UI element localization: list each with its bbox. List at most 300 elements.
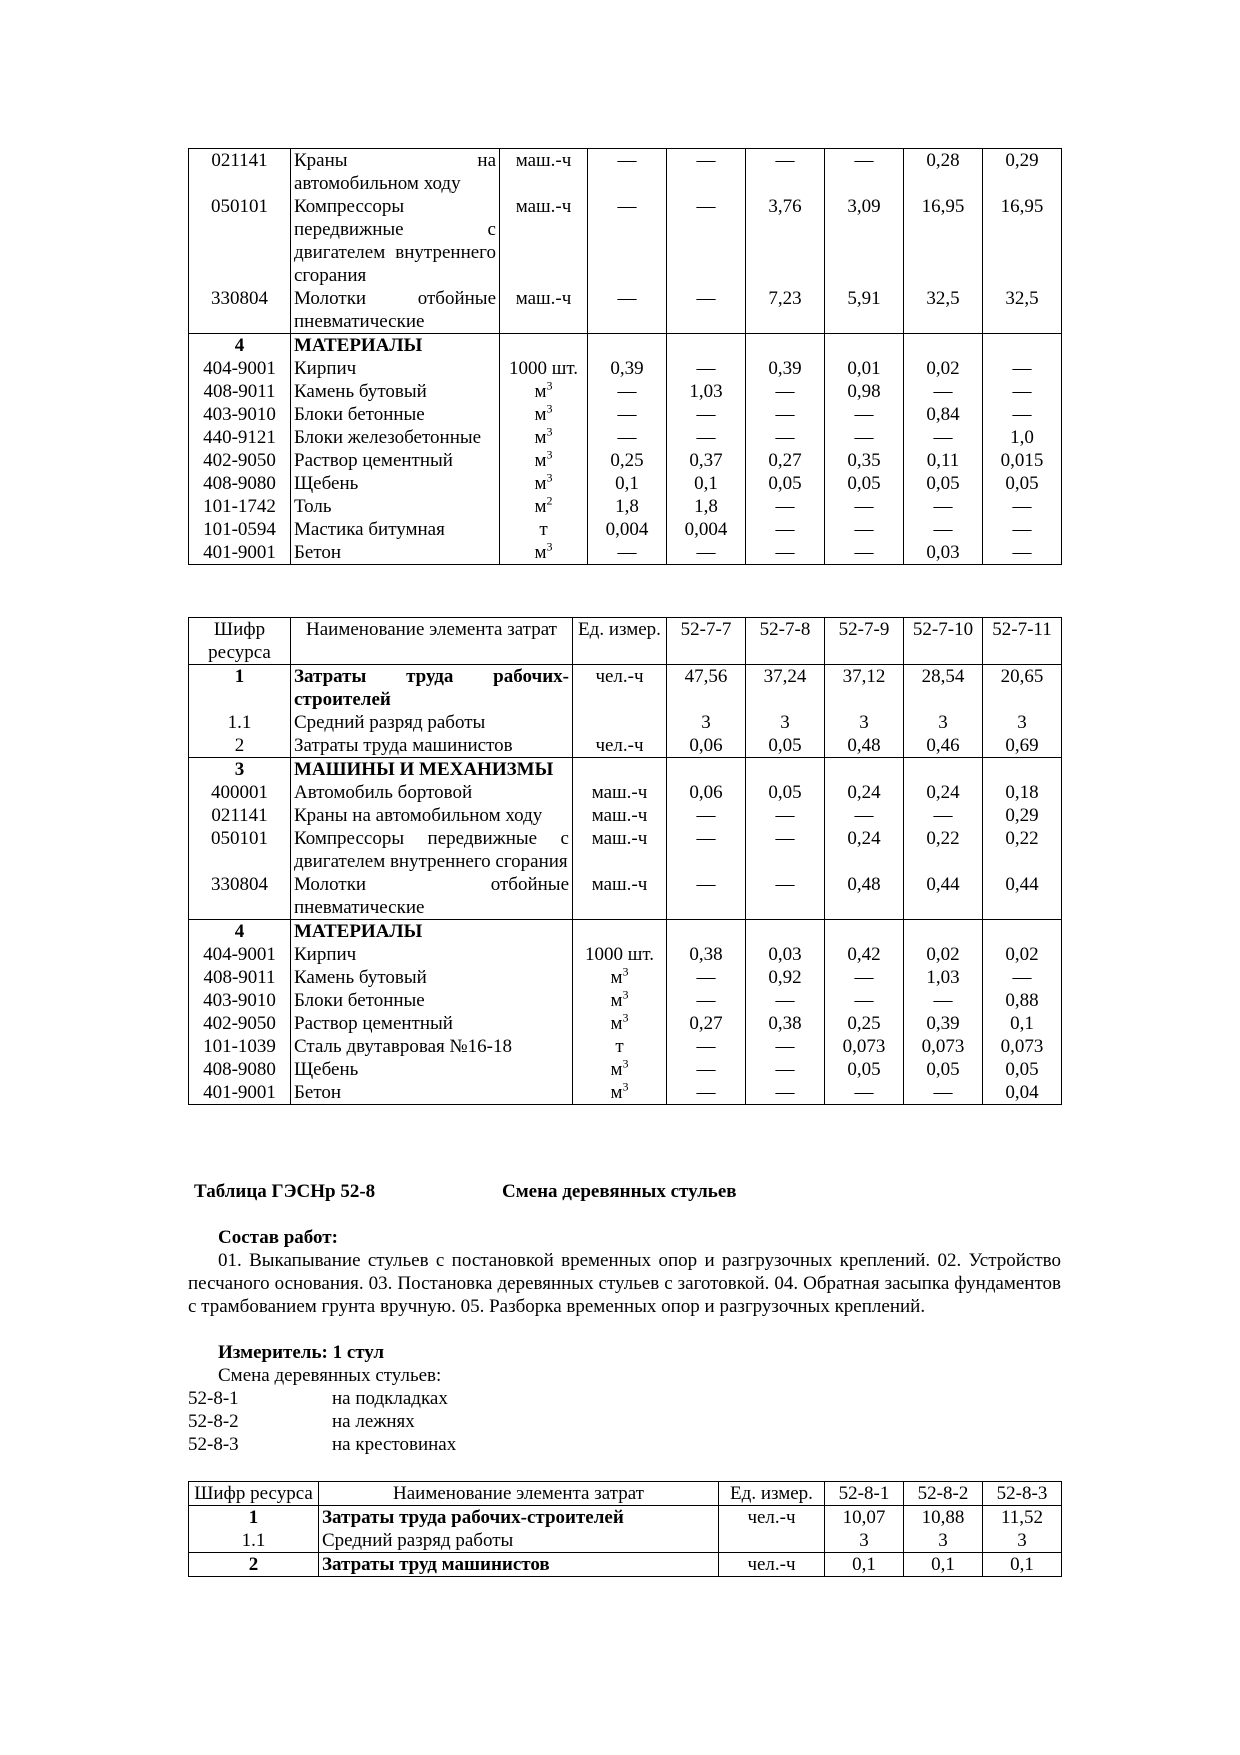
cell-value: 0,46 [904, 734, 983, 758]
cell-value: 3 [983, 711, 1062, 734]
cell-name: Затраты труда машинистов [291, 734, 573, 758]
cell-value [825, 758, 904, 782]
unit-text: чел.-ч [595, 735, 644, 756]
cell-value: — [667, 804, 746, 827]
table-row [189, 943, 1062, 966]
item-code: 52-8-3 [188, 1434, 239, 1455]
unit-text: м [534, 404, 547, 425]
unit-superscript: 3 [622, 1010, 629, 1025]
cell-value: — [904, 518, 983, 541]
cell-value: — [588, 149, 667, 196]
cell-value: — [825, 518, 904, 541]
cell-value: 0,39 [588, 357, 667, 380]
unit-text: 1000 шт. [508, 358, 578, 379]
header-col: 52-8-1 [825, 1482, 904, 1506]
cell-unit [500, 518, 588, 541]
cell-unit [500, 541, 588, 565]
cell-value: 0,22 [904, 827, 983, 873]
header-code: Шифр ресурса [189, 1482, 319, 1506]
list-item [188, 1433, 1061, 1456]
cell-name: Бетон [291, 541, 500, 565]
table-row [189, 711, 1062, 734]
unit-text: чел.-ч [747, 1507, 796, 1528]
table-row [189, 495, 1062, 518]
cell-code: 408-9011 [189, 380, 291, 403]
cell-code: 4 [189, 920, 291, 944]
cell-name: Сталь двутавровая №16-18 [291, 1035, 573, 1058]
table-row [189, 149, 1062, 196]
cell-value: — [588, 287, 667, 334]
cell-unit [500, 287, 588, 334]
cell-value: 0,27 [667, 1012, 746, 1035]
cell-value: 0,24 [825, 781, 904, 804]
cell-value: — [746, 804, 825, 827]
cell-value: 3 [825, 711, 904, 734]
cell-unit [500, 380, 588, 403]
cell-name: Затраты труд машинистов [319, 1553, 719, 1577]
table-label: Таблица ГЭСНр 52-8 [194, 1181, 376, 1202]
cell-value: 0,05 [746, 734, 825, 758]
unit-text: м [534, 473, 547, 494]
cell-value: 0,1 [667, 472, 746, 495]
cell-name: МАШИНЫ И МЕХАНИЗМЫ [291, 758, 573, 782]
cell-value: 0,69 [983, 734, 1062, 758]
cell-code: 1.1 [189, 1529, 319, 1553]
unit-text: маш.-ч [515, 288, 572, 309]
table-row [189, 758, 1062, 782]
unit-superscript: 3 [546, 378, 553, 393]
cell-code: 404-9001 [189, 943, 291, 966]
cell-value: 0,88 [983, 989, 1062, 1012]
cell-value: 0,06 [667, 781, 746, 804]
unit-text: т [539, 519, 548, 540]
table-row [189, 1035, 1062, 1058]
header-col: 52-7-11 [983, 618, 1062, 665]
cell-value: 11,52 [983, 1506, 1062, 1530]
item-label: на крестовинах [332, 1434, 457, 1455]
unit-text: м [610, 990, 623, 1011]
cell-code: 101-1039 [189, 1035, 291, 1058]
cell-value: — [904, 989, 983, 1012]
cell-value: 0,39 [746, 357, 825, 380]
unit-text: м [534, 496, 547, 517]
header-col: 52-7-8 [746, 618, 825, 665]
cell-unit [719, 1553, 825, 1577]
cell-value: 32,5 [904, 287, 983, 334]
cell-name: Затраты труда рабочих-строителей [319, 1506, 719, 1530]
cell-value: 0,1 [983, 1553, 1062, 1577]
cell-value: — [667, 403, 746, 426]
cell-value: — [667, 195, 746, 287]
cell-value: 7,23 [746, 287, 825, 334]
unit-text: маш.-ч [591, 782, 648, 803]
cell-value: — [746, 1035, 825, 1058]
cell-code: 401-9001 [189, 541, 291, 565]
cell-unit [719, 1506, 825, 1530]
cell-value: 0,44 [983, 873, 1062, 920]
cell-unit [500, 149, 588, 196]
header-unit: Ед. измер. [573, 618, 667, 665]
cell-code: 400001 [189, 781, 291, 804]
table-row [189, 541, 1062, 565]
cell-unit [500, 334, 588, 358]
unit-text: м [610, 1082, 623, 1103]
cell-value: 0,48 [825, 734, 904, 758]
cell-unit [573, 804, 667, 827]
cell-value: 10,07 [825, 1506, 904, 1530]
unit-text: м [534, 427, 547, 448]
cell-value: 0,03 [904, 541, 983, 565]
cell-value: 3,76 [746, 195, 825, 287]
item-code: 52-8-1 [188, 1388, 239, 1409]
cell-value: 0,05 [983, 472, 1062, 495]
unit-superscript: 3 [622, 964, 629, 979]
cell-name: Блоки бетонные [291, 403, 500, 426]
cell-value: 0,073 [983, 1035, 1062, 1058]
cell-unit [573, 873, 667, 920]
cell-value: 0,24 [904, 781, 983, 804]
header-col: 52-7-10 [904, 618, 983, 665]
cell-unit [500, 403, 588, 426]
unit-superscript: 3 [546, 470, 553, 485]
cell-code: 1 [189, 1506, 319, 1530]
cell-code: 1.1 [189, 711, 291, 734]
table-row [189, 287, 1062, 334]
unit-text: м [534, 381, 547, 402]
cell-value [588, 334, 667, 358]
cell-value: 3 [746, 711, 825, 734]
cell-unit [573, 758, 667, 782]
table-row [189, 989, 1062, 1012]
table-1 [188, 148, 1062, 565]
cell-value: — [746, 149, 825, 196]
cell-value: — [746, 426, 825, 449]
cell-value [904, 920, 983, 944]
cell-value: 0,37 [667, 449, 746, 472]
cell-value: — [825, 989, 904, 1012]
cell-code: 2 [189, 734, 291, 758]
table-row [189, 1081, 1062, 1105]
table-row [189, 920, 1062, 944]
cell-value: — [667, 989, 746, 1012]
unit-text: м [534, 542, 547, 563]
cell-name: Молотки отбойные пневматические [291, 873, 573, 920]
cell-code: 2 [189, 1553, 319, 1577]
table-3-body [189, 1506, 1062, 1577]
table-title: Смена деревянных стульев [502, 1181, 737, 1202]
cell-value: 37,24 [746, 665, 825, 712]
cell-value: — [588, 541, 667, 565]
cell-value [904, 334, 983, 358]
table-row [189, 403, 1062, 426]
cell-value: 0,004 [588, 518, 667, 541]
cell-value: 0,48 [825, 873, 904, 920]
unit-superscript: 3 [622, 1079, 629, 1094]
cell-value: — [825, 541, 904, 565]
cell-value [904, 758, 983, 782]
cell-value: — [746, 541, 825, 565]
cell-value: 0,05 [746, 472, 825, 495]
header-name: Наименование элемента затрат [319, 1482, 719, 1506]
cell-value: — [983, 495, 1062, 518]
cell-value: 1,03 [904, 966, 983, 989]
cell-value: 1,8 [667, 495, 746, 518]
cell-value [667, 334, 746, 358]
item-label: на лежнях [332, 1411, 415, 1432]
cell-value: 3 [825, 1529, 904, 1553]
cell-value: — [746, 495, 825, 518]
cell-value: 0,1 [983, 1012, 1062, 1035]
cell-value: 0,27 [746, 449, 825, 472]
cell-code: 1 [189, 665, 291, 712]
cell-code: 401-9001 [189, 1081, 291, 1105]
cell-value: — [825, 966, 904, 989]
cell-value: 0,073 [904, 1035, 983, 1058]
unit-superscript: 3 [622, 987, 629, 1002]
cell-value: 3,09 [825, 195, 904, 287]
table-row [189, 518, 1062, 541]
cell-code: 050101 [189, 827, 291, 873]
cell-value: 37,12 [825, 665, 904, 712]
cell-value: 0,25 [825, 1012, 904, 1035]
cell-unit [500, 495, 588, 518]
cell-value: — [825, 426, 904, 449]
cell-value: — [904, 495, 983, 518]
cell-value: 0,42 [825, 943, 904, 966]
cell-value: — [825, 495, 904, 518]
cell-code: 021141 [189, 804, 291, 827]
cell-unit [573, 1012, 667, 1035]
cell-name: Камень бутовый [291, 966, 573, 989]
unit-text: м [610, 1059, 623, 1080]
table-row [189, 449, 1062, 472]
cell-name: Молотки отбойные пневматические [291, 287, 500, 334]
cell-unit [500, 449, 588, 472]
cell-value: — [904, 426, 983, 449]
cell-unit [719, 1529, 825, 1553]
table-1-body [189, 149, 1062, 565]
cell-unit [573, 989, 667, 1012]
cell-value: 0,05 [904, 472, 983, 495]
table-row [189, 426, 1062, 449]
cell-code: 101-0594 [189, 518, 291, 541]
cell-name: Кирпич [291, 943, 573, 966]
cell-name: МАТЕРИАЛЫ [291, 920, 573, 944]
cell-unit [573, 781, 667, 804]
cell-value: 3 [983, 1529, 1062, 1553]
cell-value: 0,1 [588, 472, 667, 495]
unit-text: маш.-ч [591, 805, 648, 826]
cell-value: 0,05 [825, 1058, 904, 1081]
cell-name: Компрессоры передвижные с двигателем внутреннего сгорания [291, 195, 500, 287]
cell-value: 20,65 [983, 665, 1062, 712]
table-2-header [189, 618, 1062, 665]
cell-unit [573, 966, 667, 989]
cell-unit [573, 711, 667, 734]
unit-superscript: 3 [622, 1056, 629, 1071]
unit-text: чел.-ч [595, 666, 644, 687]
cell-value: 0,06 [667, 734, 746, 758]
cell-value: 0,004 [667, 518, 746, 541]
cell-value: 0,22 [983, 827, 1062, 873]
cell-code: 408-9080 [189, 1058, 291, 1081]
header-col: 52-7-9 [825, 618, 904, 665]
header-col: 52-7-7 [667, 618, 746, 665]
cell-code: 402-9050 [189, 1012, 291, 1035]
table-row [189, 1529, 1062, 1553]
cell-value: 0,24 [825, 827, 904, 873]
composition-label: Состав работ: [218, 1227, 338, 1248]
cell-value: — [983, 541, 1062, 565]
cell-name: Средний разряд работы [291, 711, 573, 734]
cell-code: 4 [189, 334, 291, 358]
unit-text: м [610, 1013, 623, 1034]
cell-value [667, 920, 746, 944]
cell-value: 0,28 [904, 149, 983, 196]
cell-value: 0,35 [825, 449, 904, 472]
cell-unit [573, 1081, 667, 1105]
cell-value: 47,56 [667, 665, 746, 712]
header-col: 52-8-2 [904, 1482, 983, 1506]
unit-text: т [615, 1036, 624, 1057]
cell-unit [573, 1035, 667, 1058]
table-row [189, 734, 1062, 758]
cell-name: Затраты труда рабочих-строителей [291, 665, 573, 712]
header-name: Наименование элемента затрат [291, 618, 573, 665]
unit-superscript: 3 [546, 401, 553, 416]
cell-code: 021141 [189, 149, 291, 196]
cell-code: 404-9001 [189, 357, 291, 380]
cell-value: — [667, 1081, 746, 1105]
unit-superscript: 3 [546, 447, 553, 462]
table-row [189, 472, 1062, 495]
unit-text: м [534, 450, 547, 471]
cell-value: — [983, 357, 1062, 380]
cell-code: 402-9050 [189, 449, 291, 472]
cell-value: — [667, 426, 746, 449]
cell-value: 0,38 [746, 1012, 825, 1035]
cell-value: — [588, 380, 667, 403]
table-row [189, 1012, 1062, 1035]
cell-name: Раствор цементный [291, 449, 500, 472]
table-2 [188, 617, 1062, 1105]
cell-value [983, 920, 1062, 944]
item-label: на подкладках [332, 1388, 448, 1409]
cell-name: Краны на автомобильном ходу [291, 149, 500, 196]
table-2-body [189, 665, 1062, 1105]
meter-label: Измеритель: 1 стул [218, 1342, 385, 1363]
cell-value [825, 334, 904, 358]
cell-value: 0,05 [904, 1058, 983, 1081]
cell-value: — [746, 518, 825, 541]
cell-name: Кирпич [291, 357, 500, 380]
cell-value: 0,98 [825, 380, 904, 403]
cell-value: — [667, 827, 746, 873]
header-code: Шифр ресурса [189, 618, 291, 665]
cell-value: 1,8 [588, 495, 667, 518]
cell-value: — [904, 804, 983, 827]
table-row [189, 827, 1062, 873]
cell-value: 0,39 [904, 1012, 983, 1035]
table-row [189, 357, 1062, 380]
cell-value: 16,95 [983, 195, 1062, 287]
cell-value: — [588, 426, 667, 449]
cell-name: МАТЕРИАЛЫ [291, 334, 500, 358]
cell-value: 0,84 [904, 403, 983, 426]
cell-value: — [904, 1081, 983, 1105]
cell-name: Средний разряд работы [319, 1529, 719, 1553]
cell-unit [500, 357, 588, 380]
cell-name: Бетон [291, 1081, 573, 1105]
cell-value: — [667, 357, 746, 380]
cell-value: — [746, 873, 825, 920]
cell-name: Мастика битумная [291, 518, 500, 541]
cell-value: — [588, 195, 667, 287]
cell-unit [573, 943, 667, 966]
header-unit: Ед. измер. [719, 1482, 825, 1506]
cell-value: — [667, 1035, 746, 1058]
cell-value: — [746, 403, 825, 426]
cell-value: — [825, 149, 904, 196]
cell-value: 0,18 [983, 781, 1062, 804]
cell-value [746, 758, 825, 782]
cell-code: 050101 [189, 195, 291, 287]
table-row [189, 966, 1062, 989]
unit-superscript: 3 [546, 539, 553, 554]
cell-value: 0,05 [983, 1058, 1062, 1081]
cell-unit [573, 1058, 667, 1081]
table-row [189, 1506, 1062, 1530]
cell-name: Толь [291, 495, 500, 518]
table-row [189, 1058, 1062, 1081]
cell-name: Блоки железобетонные [291, 426, 500, 449]
cell-value: 3 [904, 711, 983, 734]
cell-value: 0,05 [746, 781, 825, 804]
cell-name: Камень бутовый [291, 380, 500, 403]
cell-value: 5,91 [825, 287, 904, 334]
cell-value [983, 758, 1062, 782]
table-row [189, 334, 1062, 358]
unit-text: 1000 шт. [584, 944, 654, 965]
cell-code: 3 [189, 758, 291, 782]
cell-name: Компрессоры передвижные с двигателем внутреннего сгорания [291, 827, 573, 873]
cell-name: Блоки бетонные [291, 989, 573, 1012]
cell-unit [573, 734, 667, 758]
cell-value: — [667, 287, 746, 334]
table-row [189, 1553, 1062, 1577]
cell-value: — [746, 1081, 825, 1105]
cell-value: 0,073 [825, 1035, 904, 1058]
cell-value: 10,88 [904, 1506, 983, 1530]
cell-value: 1,03 [667, 380, 746, 403]
table-3-header [189, 1482, 1062, 1506]
composition-text: 01. Выкапывание стульев с постановкой временных опор и разгрузочных креплений. 02. Устройство песчаного основания. 03. Постановка деревянных стульев с заготовкой. 04. Обратная засыпка фундаментов с трамбованием грунта вручную. 05. Разборка временных опор и разгрузочных креплений. [188, 1250, 1061, 1317]
cell-name: Автомобиль бортовой [291, 781, 573, 804]
cell-value [746, 920, 825, 944]
cell-value: 0,02 [904, 357, 983, 380]
cell-value: 0,11 [904, 449, 983, 472]
table-3 [188, 1481, 1062, 1577]
cell-code: 408-9011 [189, 966, 291, 989]
unit-superscript: 3 [546, 424, 553, 439]
cell-value: 0,29 [983, 804, 1062, 827]
cell-value: — [983, 966, 1062, 989]
unit-text: чел.-ч [747, 1554, 796, 1575]
cell-value: — [667, 1058, 746, 1081]
unit-text: маш.-ч [515, 150, 572, 171]
cell-name: Раствор цементный [291, 1012, 573, 1035]
cell-unit [500, 426, 588, 449]
